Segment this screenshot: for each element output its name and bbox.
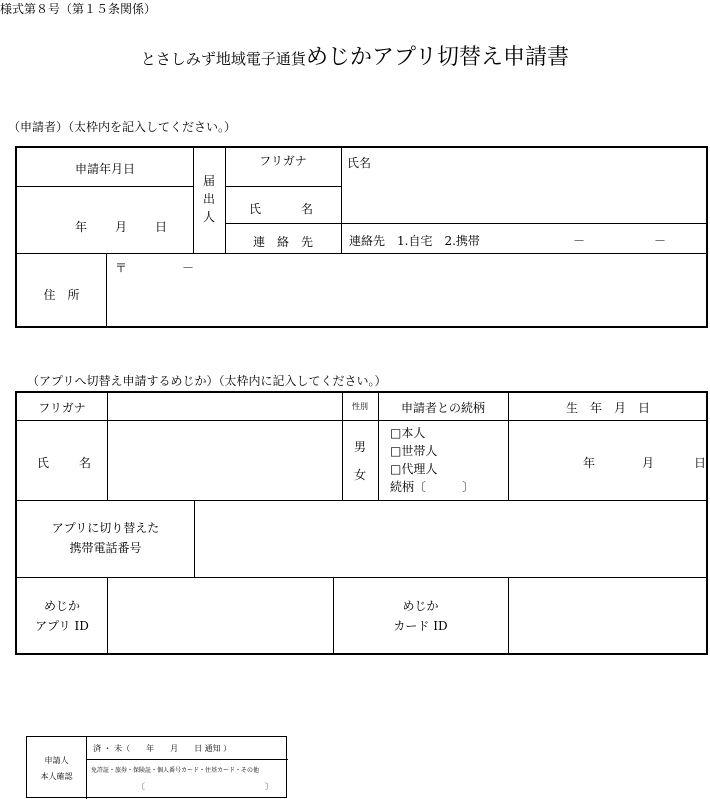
furigana-label: フリガナ: [259, 154, 307, 168]
phone-label: アプリに切り替えた 携帯電話番号: [51, 521, 160, 555]
form-title-main: めじかアプリ切替え申請書: [305, 45, 570, 70]
birth-year: 年: [583, 456, 596, 470]
postal-dash: －: [182, 261, 195, 275]
card-id-field[interactable]: [511, 580, 705, 652]
form-title: [0, 40, 710, 71]
applicant-caption: （申請者）（太枠内を記入してください。）: [8, 120, 237, 134]
filer-label: 届 出 人: [202, 174, 215, 224]
relation-household-checkbox[interactable]: □世帯人: [390, 444, 438, 458]
office-use-box: [26, 736, 287, 798]
application-date-month: 月: [115, 220, 128, 234]
target-furigana-label: フリガナ: [38, 401, 86, 415]
contact-dash-1: －: [573, 234, 586, 248]
relation-agent-checkbox[interactable]: □代理人: [390, 462, 438, 476]
birth-month: 月: [642, 456, 655, 470]
app-id-field[interactable]: [110, 580, 330, 652]
contact-dash-2: －: [654, 234, 667, 248]
target-name-label: 氏 名: [37, 456, 92, 470]
office-label: 申請人 本人確認: [40, 756, 73, 781]
address-label: 住 所: [43, 288, 80, 302]
birth-header: 生 年 月 日: [565, 401, 650, 415]
target-caption: （アプリへ切替え申請するめじか）（太枠内に記入してください。）: [27, 374, 387, 388]
target-table: [15, 391, 708, 655]
target-name-field[interactable]: [109, 423, 339, 497]
form-title-prefix: とさしみず地域電子通貨: [140, 50, 306, 68]
phone-field[interactable]: [197, 503, 705, 574]
relation-self-checkbox[interactable]: □本人: [390, 426, 426, 440]
sex-options[interactable]: [342, 433, 378, 489]
address-field[interactable]: [109, 273, 705, 325]
notification-status: 済 ・ 未（ 年 月 日 通知 ）: [93, 744, 232, 753]
filer-name-label: 氏 名: [249, 202, 314, 216]
application-date-label: 申請年月日: [74, 162, 135, 176]
sex-female-option[interactable]: 女: [353, 468, 366, 482]
relation-options: [390, 424, 474, 496]
id-documents: 免許証・旅券・保険証・個人番号カード・住基カード・その他: [91, 767, 260, 774]
form-number: 様式第８号（第１５条関係）: [0, 2, 157, 16]
application-date-day: 日: [155, 220, 168, 234]
contact-phone-field[interactable]: 連絡先 1.自宅 2.携帯: [349, 234, 480, 248]
relation-other-field[interactable]: 続柄〔 〕: [390, 480, 475, 494]
id-documents-brackets: 〔 〕: [137, 782, 273, 791]
sex-male-option[interactable]: 男: [353, 440, 366, 454]
app-id-label: めじか アプリ ID: [35, 599, 89, 633]
relation-header: 申請者との続柄: [400, 401, 485, 415]
sex-header: 性別: [352, 402, 368, 411]
name-area-label: 氏名: [347, 156, 372, 170]
applicant-table: [15, 146, 708, 328]
application-date-year: 年: [75, 220, 88, 234]
birth-day: 日: [694, 456, 707, 470]
contact-label: 連 絡 先: [252, 235, 313, 249]
card-id-label: めじか カード ID: [393, 599, 448, 633]
postal-mark: 〒: [115, 261, 128, 275]
